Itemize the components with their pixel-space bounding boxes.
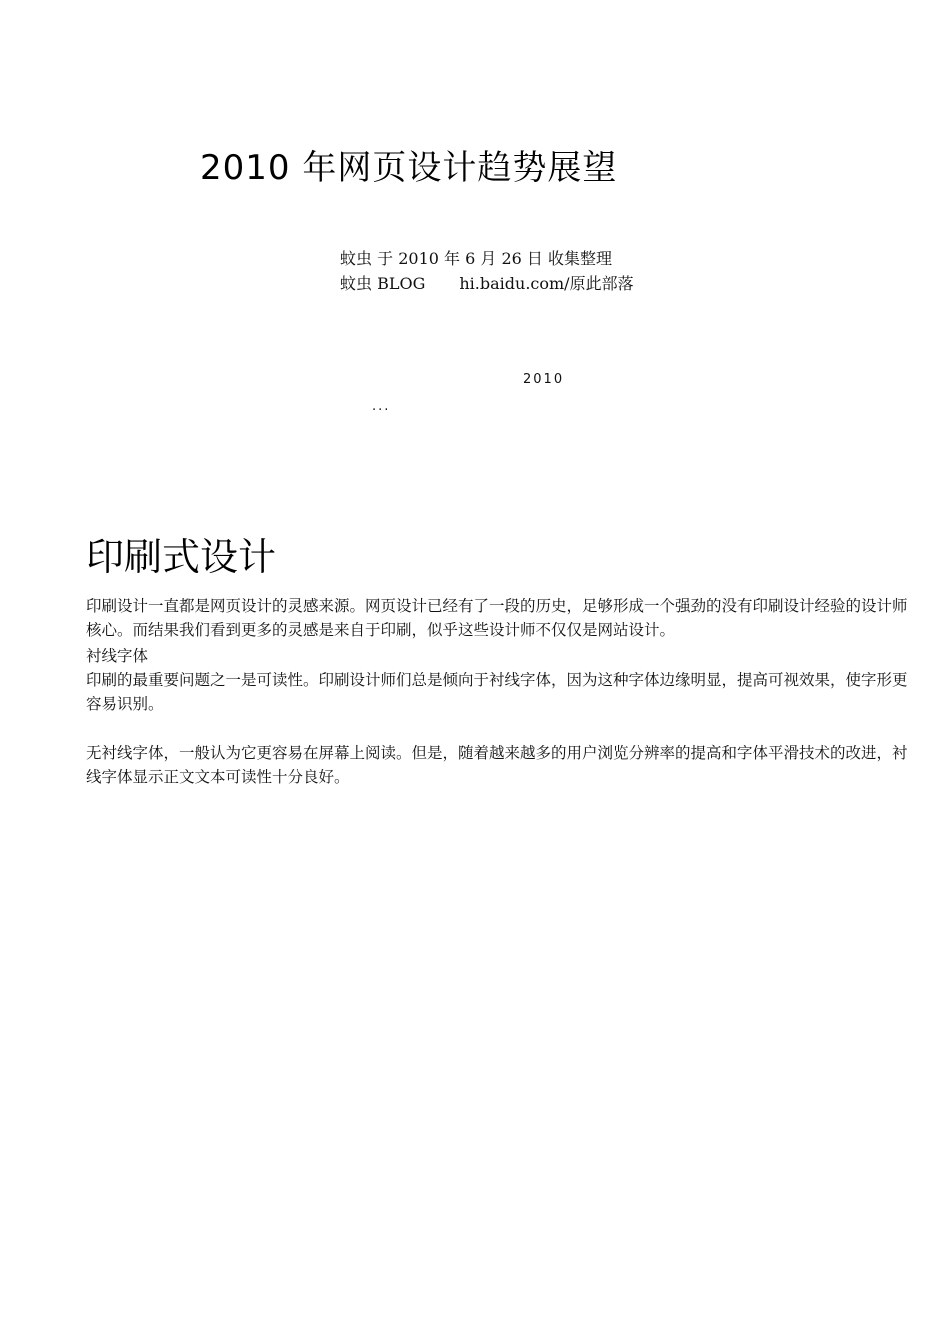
publish-date: 2010 年 6 月 26 日	[398, 249, 543, 268]
author-on: 于	[377, 249, 394, 268]
document-title: 2010 年网页设计趋势展望	[200, 148, 618, 188]
blog-line	[340, 271, 634, 294]
section-heading: 印刷式设计	[86, 535, 277, 579]
intro-line-2-part-c: 2010	[523, 372, 565, 387]
blog-label: 蚊虫 BLOG	[340, 274, 426, 293]
intro-ellipsis: ...	[372, 399, 391, 414]
blog-url: hi.baidu.com/原此部落	[459, 274, 634, 293]
section-paragraph-2: 印刷的最重要问题之一是可读性。印刷设计师们总是倾向于衬线字体，因为这种字体边缘明显，提高可视效果，使字形更容易识别。	[86, 671, 908, 713]
author-name: 蚊虫	[340, 249, 373, 268]
section-paragraph-1: 印刷设计一直都是网页设计的灵感来源。网页设计已经有了一段的历史，足够形成一个强劲的没有印刷设计经验的设计师核心。而结果我们看到更多的灵感是来自于印刷，似乎这些设计师不仅仅是网站设计。	[86, 597, 908, 639]
author-line	[340, 246, 612, 269]
section-paragraph-3: 无衬线字体，一般认为它更容易在屏幕上阅读。但是，随着越来越多的用户浏览分辨率的提高和字体平滑技术的改进，衬线字体显示正文文本可读性十分良好。	[86, 744, 908, 786]
collect-note: 收集整理	[548, 249, 613, 268]
section-subheading: 衬线字体	[86, 647, 149, 665]
